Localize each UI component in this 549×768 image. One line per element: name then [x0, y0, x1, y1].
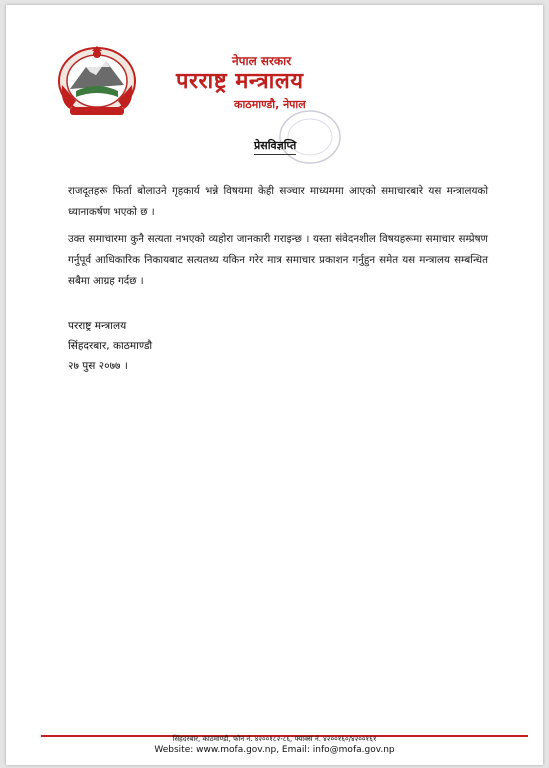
paragraph-2: उक्त समाचारमा कुनै सत्यता नभएको व्यहोरा जानकारी गराइन्छ । यस्ता संवेदनशील विषयहरूमा समाचार सम्प्रेषण गर्नुपूर्व आधिकारिक निकायबाट सत्यतथ्य यकिन गरेर मात्र समाचार प्रकाशन गर्नुहुन समेत यस मन्त्रालय सम्बन्धित सबैमा आग्रह गर्दछ ।: [68, 233, 488, 287]
government-name: नेपाल सरकार: [232, 54, 292, 68]
ministry-name: परराष्ट्र मन्त्रालय: [176, 69, 304, 94]
paragraph-1: राजदूतहरू फिर्ता बोलाउने गृहकार्य भन्ने विषयमा केही सञ्चार माध्यममा आएको समाचारबारे यस मन्त्रालयको ध्यानाकर्षण भएको छ ।: [68, 185, 488, 218]
nepal-emblem-logo: [56, 45, 138, 121]
footer-contact: Website: www.mofa.gov.np, Email: info@mofa.gov.np: [154, 745, 395, 755]
signature-date: २७ पुस २०७७ ।: [68, 360, 128, 372]
signature-block: [68, 316, 152, 376]
faint-office-stamp: [276, 107, 344, 167]
ministry-location: काठमाण्डौ, नेपाल: [234, 98, 306, 111]
signature-office: परराष्ट्र मन्त्रालय: [68, 320, 127, 332]
footer-address: सिंहदरबार, काठमाण्डौ, फोन नं. ४२००१८२-८६, फ्याक्स नं. ४२००१६०/४२००१६१: [172, 735, 377, 743]
document-title: प्रेसविज्ञप्ति: [254, 138, 296, 155]
press-release-page: [6, 5, 543, 765]
signature-address: सिंहदरबार, काठमाण्डौ: [68, 340, 153, 352]
